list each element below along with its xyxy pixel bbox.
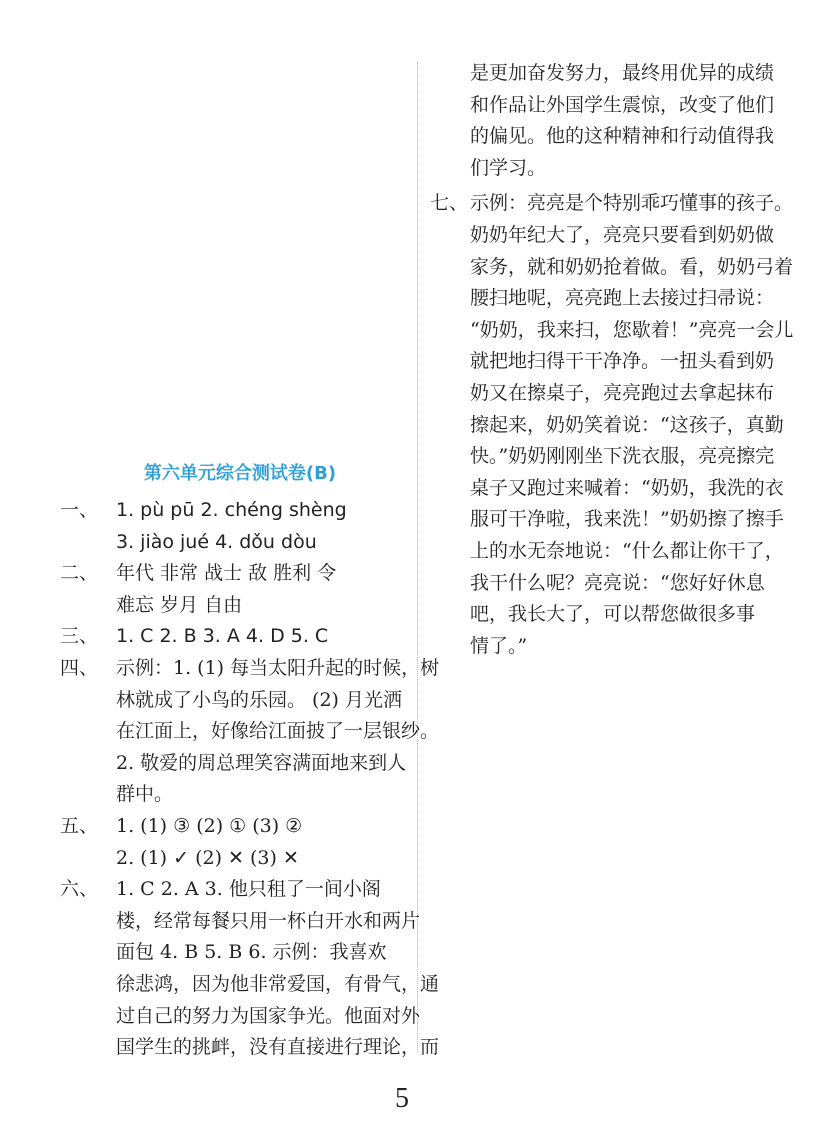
section-three	[60, 621, 400, 653]
section-seven	[430, 188, 794, 662]
text-line: 年代 非常 战士 敌 胜利 令	[116, 562, 337, 585]
text-line: 1. pù pū 2. chéng shèng	[116, 499, 347, 521]
section-four-text	[116, 653, 439, 811]
text-line: 示例：1. (1) 每当太阳升起的时候，树	[116, 656, 440, 679]
text-line: 们学习。	[470, 156, 547, 179]
section-label: 四、	[60, 656, 99, 679]
section-two	[60, 558, 400, 621]
text-line: 腰扫地呢，亮亮跑上去接过扫帚说：	[470, 287, 775, 310]
section-label: 一、	[60, 499, 99, 521]
section-label: 七、	[430, 192, 469, 215]
text-line: 是更加奋发努力，最终用优异的成绩	[470, 62, 775, 84]
section-label: 六、	[60, 878, 99, 901]
text-line: 快。”奶奶刚刚坐下洗衣服，亮亮擦完	[470, 445, 775, 468]
text-line: 家务，就和奶奶抢着做。看，奶奶弓着	[470, 255, 794, 278]
six-continuation	[430, 58, 780, 184]
section-one	[60, 495, 400, 558]
text-line: 林就成了小鸟的乐园。 (2) 月光洒	[116, 688, 402, 711]
text-line: 3. jiào jué 4. dǒu dòu	[116, 530, 317, 553]
text-line: 2. (1) ✓ (2) ✕ (3) ✕	[116, 846, 299, 869]
text-line: 在江面上，好像给江面披了一层银纱。	[116, 720, 440, 743]
text-line: 过自己的努力为国家争光。他面对外	[116, 1004, 421, 1027]
unit-title: 第六单元综合测试卷(B)	[143, 463, 337, 484]
text-line: 楼，经常每餐只用一杯白开水和两片	[116, 909, 421, 932]
right-column	[430, 58, 794, 662]
section-five-text	[116, 811, 400, 874]
section-label: 三、	[60, 625, 99, 648]
text-line: 奶奶年纪大了，亮亮只要看到奶奶做	[470, 223, 775, 246]
text-line: 情了。”	[470, 634, 528, 657]
text-line: 擦起来，奶奶笑着说：“这孩子，真勤	[470, 413, 784, 436]
text-line: 上的水无奈地说：“什么都让你干了，	[470, 539, 784, 562]
section-four	[60, 653, 440, 811]
text-line: 1. (1) ③ (2) ① (3) ②	[116, 814, 303, 837]
text-line: 徐悲鸿，因为他非常爱国，有骨气，通	[116, 972, 440, 995]
text-line: 难忘 岁月 自由	[116, 593, 243, 616]
section-six-text	[116, 874, 439, 1064]
text-line: 的偏见。他的这种精神和行动值得我	[470, 125, 775, 148]
text-line: 奶又在擦桌子，亮亮跑过去拿起抹布	[470, 381, 775, 404]
text-line: 就把地扫得干干净净。一扭头看到奶	[470, 350, 775, 373]
section-label: 二、	[60, 562, 99, 585]
section-seven-text	[470, 188, 793, 662]
section-one-text	[116, 495, 400, 558]
page-number: 5	[395, 1083, 409, 1114]
text-line: 国学生的挑衅，没有直接进行理论，而	[116, 1036, 440, 1059]
text-line: 和作品让外国学生震惊，改变了他们	[470, 93, 775, 116]
text-line: 2. 敬爱的周总理笑容满面地来到人	[116, 751, 407, 774]
text-line: 我干什么呢？亮亮说：“您好好休息	[470, 571, 765, 594]
section-five	[60, 811, 400, 874]
section-three-text	[116, 621, 400, 653]
text-line: 群中。	[116, 783, 174, 806]
text-line: 服可干净啦，我来洗！”奶奶擦了擦手	[470, 508, 784, 531]
text-line: 示例：亮亮是个特别乖巧懂事的孩子。	[470, 192, 794, 215]
text-line: 1. C 2. B 3. A 4. D 5. C	[116, 625, 329, 648]
section-two-text	[116, 558, 400, 621]
section-label: 五、	[60, 814, 99, 837]
text-line: “奶奶，我来扫，您歇着！”亮亮一会儿	[470, 318, 794, 341]
text-line: 吧，我长大了，可以帮您做很多事	[470, 603, 756, 626]
text-line: 桌子又跑过来喊着：“奶奶，我洗的衣	[470, 476, 784, 499]
section-six	[60, 874, 440, 1064]
text-line: 面包 4. B 5. B 6. 示例：我喜欢	[116, 941, 387, 964]
text-line: 1. C 2. A 3. 他只租了一间小阁	[116, 878, 381, 901]
left-column	[60, 495, 440, 1064]
